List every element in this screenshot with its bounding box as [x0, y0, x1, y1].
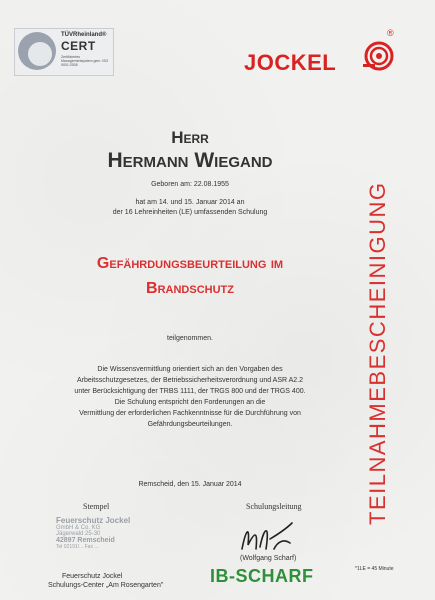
- birth-date: Geboren am: 22.08.1955: [151, 181, 229, 188]
- paragraph-line: Die Schulung entspricht den Forderungen an die: [114, 399, 266, 406]
- recipient-name: Hermann Wiegand: [107, 149, 273, 172]
- place-date: Remscheid, den 15. Januar 2014: [138, 481, 242, 488]
- company-stamp: Feuerschutz Jockel GmbH & Co. KG Jägerwald 25-30 42897 Remscheid Tel 02191/... Fax ...: [56, 516, 131, 550]
- footnote: *1LE = 45 Minute: [355, 566, 394, 572]
- tuv-seal-icon: [18, 32, 56, 70]
- tuv-brand: TÜVRheinland®: [61, 32, 107, 38]
- paragraph-line: unter Berücksichtigung der TRBS 1111, der TRGS 800 und der TRGS 400.: [74, 388, 306, 395]
- org-line-2: Schulungs-Center „Am Rosengarten": [48, 582, 164, 589]
- paragraph-line: Die Wissensvermittlung orientiert sich an den Vorgaben des: [97, 366, 283, 373]
- ib-scharf-logo: IB-SCHARF: [210, 566, 314, 586]
- paragraph-line: Arbeitsschutzgesetzes, der Betriebssicherheitsverordnung und ASR A2.2: [76, 377, 304, 384]
- certificate-vertical-title: TEILNAHMEBESCHEINIGUNG: [365, 181, 390, 525]
- tuv-small-text: Zertifiziertes Managementsystem gem. ISO 9001:2008: [61, 55, 109, 67]
- handwritten-signature: [236, 519, 298, 557]
- leader-label: Schulungsleitung: [246, 502, 302, 511]
- leader-name: (Wolfgang Scharf): [240, 555, 297, 562]
- paragraph-line: Vermittlung der erforderlichen Fachkenntnisse für die Durchführung von: [79, 410, 301, 417]
- participated-text: teilgenommen.: [167, 335, 213, 342]
- stamp-label: Stempel: [83, 502, 110, 511]
- tuv-cert-badge: [14, 28, 114, 76]
- org-line-1: Feuerschutz Jockel: [62, 573, 123, 580]
- intro-line-1: hat am 14. und 15. Januar 2014 an: [135, 199, 245, 206]
- course-title-line-1: Gefährdungsbeurteilung im: [96, 255, 284, 272]
- jockel-logo: JOCKEL: [244, 50, 337, 75]
- tuv-cert-label: CERT: [61, 39, 96, 53]
- registered-mark: ®: [387, 28, 394, 38]
- intro-line-2: der 16 Lehreinheiten (LE) umfassenden Schulung: [112, 209, 268, 216]
- salutation: Herr: [171, 128, 209, 147]
- spiral-logo-icon: [363, 40, 395, 72]
- course-title-line-2: Brandschutz: [146, 280, 234, 297]
- paragraph-line: Gefährdungsbeurteilungen.: [147, 421, 233, 428]
